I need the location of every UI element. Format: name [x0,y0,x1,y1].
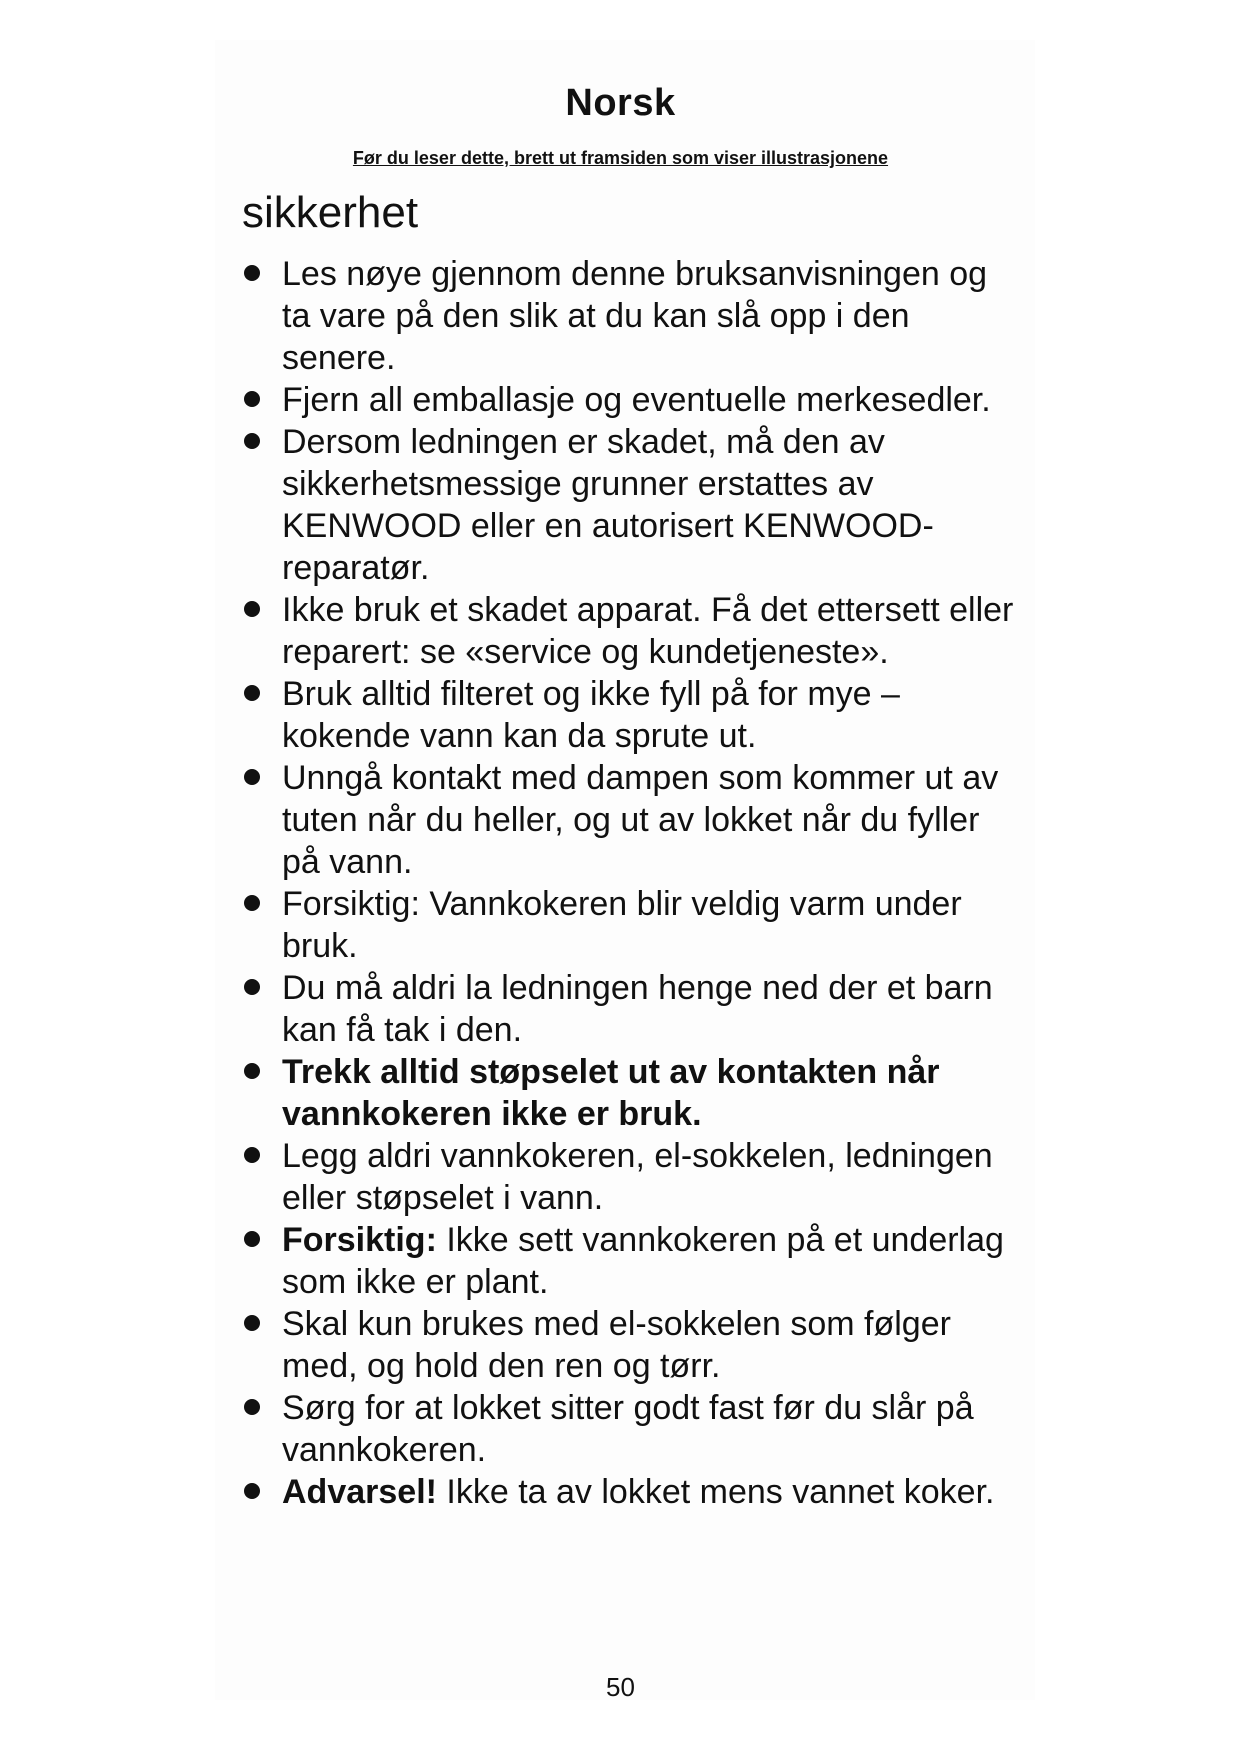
item-text: Les nøye gjennom denne bruksanvisningen og ta vare på den slik at du kan slå opp i den senere. [282,255,988,377]
bullet-icon [244,265,260,281]
bullet-icon [244,1147,260,1163]
list-item [242,379,1022,421]
safety-list [242,253,1022,1513]
list-item [242,673,1022,757]
list-item [242,421,1022,589]
bullet-icon [244,769,260,785]
section-title: sikkerhet [242,188,419,237]
list-item [242,967,1022,1051]
item-text: Forsiktig: Vannkokeren blir veldig varm under bruk. [282,885,962,965]
item-text: Bruk alltid filteret og ikke fyll på for mye – kokende vann kan da sprute ut. [282,675,900,755]
page-number: 50 [606,1672,635,1702]
item-text: Ikke ta av lokket mens vannet koker. [436,1473,995,1511]
item-bold-text: Forsiktig: [282,1221,437,1259]
fold-out-notice: Før du leser dette, brett ut framsiden som viser illustrasjonene [352,148,889,168]
item-text: Legg aldri vannkokeren, el-sokkelen, ledningen eller støpselet i vann. [282,1137,993,1217]
item-text: Dersom ledningen er skadet, må den av sikkerhetsmessige grunner erstattes av KENWOOD eller en autorisert KENWOOD-reparatør. [282,423,934,587]
list-item [242,1387,1022,1471]
item-text: Ikke bruk et skadet apparat. Få det ettersett eller reparert: se «service og kundetjeneste». [282,591,1014,671]
bullet-icon [244,685,260,701]
item-text: Skal kun brukes med el-sokkelen som følger med, og hold den ren og tørr. [282,1305,951,1385]
list-item [242,1135,1022,1219]
list-item [242,1303,1022,1387]
list-item [242,253,1022,379]
item-bold-text: Trekk alltid støpselet ut av kontakten når vannkokeren ikke er bruk. [282,1053,940,1133]
bullet-icon [244,895,260,911]
item-bold-text: Advarsel! [282,1473,437,1511]
bullet-icon [244,391,260,407]
list-item [242,757,1022,883]
bullet-icon [244,1315,260,1331]
bullet-icon [244,433,260,449]
list-item [242,883,1022,967]
list-item [242,589,1022,673]
item-text: Du må aldri la ledningen henge ned der et barn kan få tak i den. [282,969,993,1049]
bullet-icon [244,1231,260,1247]
list-item [242,1471,1022,1513]
bullet-icon [244,979,260,995]
language-heading: Norsk [565,82,676,124]
bullet-icon [244,1483,260,1499]
item-text: Unngå kontakt med dampen som kommer ut av tuten når du heller, og ut av lokket når du fyller på vann. [282,759,999,881]
bullet-icon [244,601,260,617]
list-item [242,1219,1022,1303]
bullet-icon [244,1063,260,1079]
item-text: Sørg for at lokket sitter godt fast før du slår på vannkokeren. [282,1389,974,1469]
list-item [242,1051,1022,1135]
item-text: Ikke sett vannkokeren på et underlag som ikke er plant. [282,1221,1004,1301]
item-text: Fjern all emballasje og eventuelle merkesedler. [282,381,991,419]
bullet-icon [244,1399,260,1415]
